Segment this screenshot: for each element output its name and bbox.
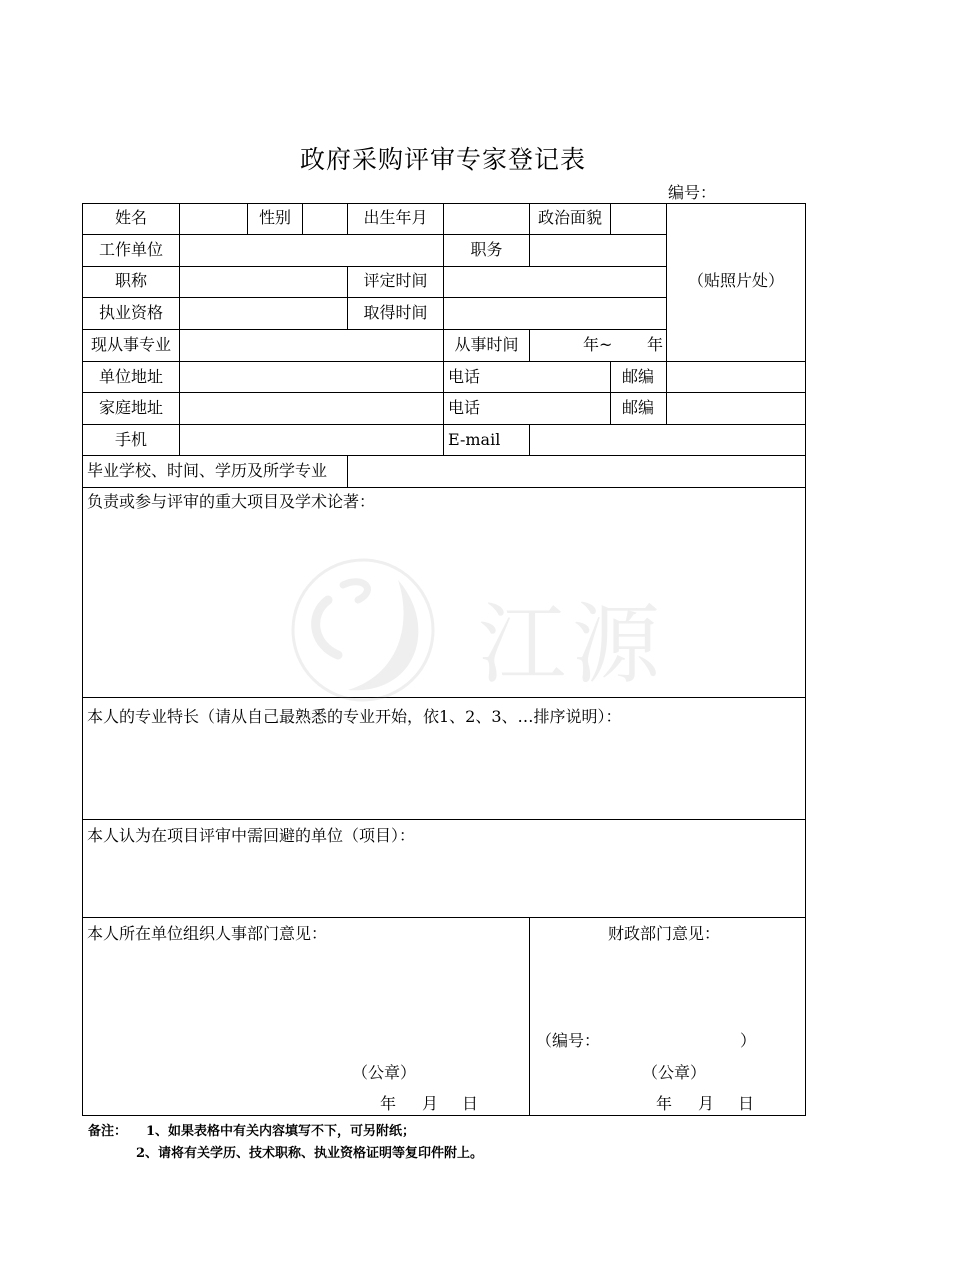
finance-date-month: 月 <box>698 1094 715 1113</box>
table-border-top <box>82 203 806 204</box>
birth-date-label: 出生年月 <box>363 208 428 227</box>
finance-opinion-label: 财政部门意见： <box>608 924 721 943</box>
engaged-time-label: 从事时间 <box>454 335 519 354</box>
work-address-label: 单位地址 <box>98 367 163 386</box>
serial-number-label: 编号： <box>668 183 717 202</box>
avoidance-section-label: 本人认为在项目评审中需回避的单位（项目）： <box>87 826 416 845</box>
work-postcode-label: 邮编 <box>622 367 655 386</box>
row-line <box>82 819 806 820</box>
finance-date-day: 日 <box>738 1094 755 1113</box>
work-phone-label: 电话 <box>448 367 481 386</box>
row-line <box>82 697 806 698</box>
col-line <box>610 203 611 234</box>
name-label: 姓名 <box>114 208 147 227</box>
home-postcode-label: 邮编 <box>622 398 655 417</box>
col-line <box>443 203 444 234</box>
year-to-label: 年 <box>647 335 664 354</box>
home-phone-label: 电话 <box>448 398 481 417</box>
col-line <box>179 203 180 455</box>
col-line <box>666 361 667 424</box>
email-label: E-mail <box>448 430 501 449</box>
home-address-label: 家庭地址 <box>98 398 163 417</box>
mobile-label: 手机 <box>114 430 147 449</box>
hr-opinion-label: 本人所在单位组织人事部门意见： <box>87 924 328 943</box>
notes-line-1: 1、如果表格中有关内容填写不下，可另附纸； <box>146 1124 416 1139</box>
year-from-label: 年~ <box>583 335 613 354</box>
col-line <box>443 266 444 329</box>
col-line <box>347 455 348 487</box>
col-line <box>529 424 530 455</box>
expertise-section-label: 本人的专业特长（请从自己最熟悉的专业开始，依1、2、3、…排序说明）： <box>87 707 622 726</box>
qualification-label: 执业资格 <box>98 303 163 322</box>
watermark-text: 江源 <box>478 593 667 696</box>
table-border-right <box>805 203 806 1116</box>
hr-seal-label: （公章） <box>352 1063 417 1082</box>
current-specialty-label: 现从事专业 <box>90 335 171 354</box>
notes-label: 备注： <box>88 1124 128 1139</box>
col-line <box>529 329 530 361</box>
obtained-time-label: 取得时间 <box>363 303 428 322</box>
education-label: 毕业学校、时间、学历及所学专业 <box>87 461 328 480</box>
finance-number-open: （编号： <box>536 1031 601 1050</box>
page-title: 政府采购评审专家登记表 <box>299 145 586 174</box>
employer-label: 工作单位 <box>98 240 163 259</box>
political-status-label: 政治面貌 <box>537 208 602 227</box>
watermark <box>288 555 688 705</box>
col-line <box>302 203 303 234</box>
projects-section-label: 负责或参与评审的重大项目及学术论著： <box>87 492 376 511</box>
job-title-label: 职称 <box>114 271 147 290</box>
gender-label: 性别 <box>258 208 291 227</box>
watermark-logo-icon <box>288 555 448 705</box>
photo-placeholder: （贴照片处） <box>687 271 784 290</box>
rated-time-label: 评定时间 <box>363 271 428 290</box>
position-label: 职务 <box>470 240 503 259</box>
hr-date-month: 月 <box>422 1094 439 1113</box>
row-line <box>82 487 806 488</box>
finance-date-year: 年 <box>656 1094 673 1113</box>
finance-seal-label: （公章） <box>642 1063 707 1082</box>
col-line <box>529 234 530 266</box>
row-line <box>82 917 806 918</box>
hr-date-day: 日 <box>462 1094 479 1113</box>
col-line <box>529 917 530 1115</box>
finance-number-close: ） <box>740 1031 757 1050</box>
col-line <box>610 361 611 424</box>
hr-date-year: 年 <box>380 1094 397 1113</box>
notes-line-2: 2、请将有关学历、技术职称、执业资格证明等复印件附上。 <box>136 1146 484 1161</box>
